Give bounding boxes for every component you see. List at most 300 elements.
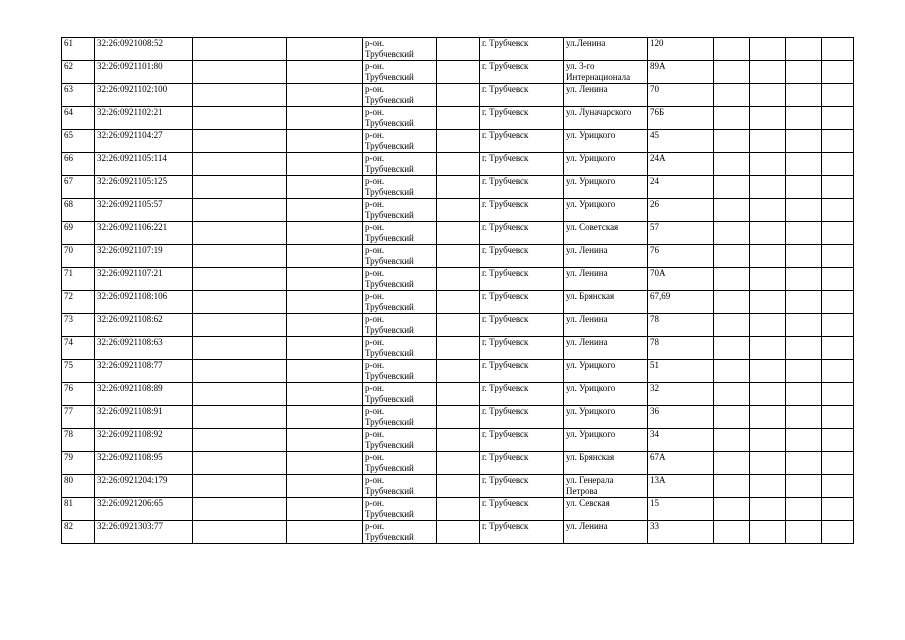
city-cell: г. Трубчевск [480, 521, 564, 544]
empty-cell [287, 314, 363, 337]
house-number-cell: 34 [648, 429, 714, 452]
cadastral-number-cell: 32:26:0921108:92 [95, 429, 193, 452]
empty-cell [822, 383, 854, 406]
district-cell: р-он. Трубчевский [363, 199, 437, 222]
row-number-cell: 72 [62, 291, 95, 314]
house-number-cell: 24А [648, 153, 714, 176]
empty-cell [714, 498, 750, 521]
empty-cell [786, 38, 822, 61]
empty-cell [287, 245, 363, 268]
empty-cell [786, 383, 822, 406]
empty-cell [750, 452, 786, 475]
empty-cell [193, 360, 287, 383]
empty-cell [193, 245, 287, 268]
district-cell: р-он. Трубчевский [363, 176, 437, 199]
empty-cell [193, 268, 287, 291]
empty-cell [714, 337, 750, 360]
empty-cell [714, 314, 750, 337]
street-cell: ул. Урицкого [564, 130, 648, 153]
empty-cell [750, 291, 786, 314]
city-cell: г. Трубчевск [480, 337, 564, 360]
empty-cell [714, 199, 750, 222]
district-cell: р-он. Трубчевский [363, 360, 437, 383]
empty-cell [714, 521, 750, 544]
empty-cell [714, 176, 750, 199]
table-row [62, 130, 854, 153]
city-cell: г. Трубчевск [480, 153, 564, 176]
empty-cell [786, 130, 822, 153]
empty-cell [287, 406, 363, 429]
house-number-cell: 70А [648, 268, 714, 291]
empty-cell [786, 475, 822, 498]
empty-cell [786, 199, 822, 222]
row-number-cell: 63 [62, 84, 95, 107]
city-cell: г. Трубчевск [480, 176, 564, 199]
empty-cell [287, 521, 363, 544]
house-number-cell: 78 [648, 314, 714, 337]
row-number-cell: 78 [62, 429, 95, 452]
street-cell: ул. Урицкого [564, 176, 648, 199]
empty-cell [437, 360, 480, 383]
street-cell: ул. Урицкого [564, 383, 648, 406]
row-number-cell: 66 [62, 153, 95, 176]
city-cell: г. Трубчевск [480, 475, 564, 498]
empty-cell [822, 61, 854, 84]
empty-cell [437, 337, 480, 360]
table-row [62, 521, 854, 544]
cadastral-number-cell: 32:26:0921102:100 [95, 84, 193, 107]
cadastral-number-cell: 32:26:0921108:63 [95, 337, 193, 360]
district-cell: р-он. Трубчевский [363, 521, 437, 544]
empty-cell [193, 475, 287, 498]
empty-cell [287, 130, 363, 153]
district-cell: р-он. Трубчевский [363, 61, 437, 84]
empty-cell [822, 245, 854, 268]
empty-cell [193, 176, 287, 199]
city-cell: г. Трубчевск [480, 38, 564, 61]
empty-cell [786, 84, 822, 107]
empty-cell [437, 498, 480, 521]
cadastral-number-cell: 32:26:0921105:125 [95, 176, 193, 199]
empty-cell [786, 153, 822, 176]
house-number-cell: 33 [648, 521, 714, 544]
empty-cell [750, 360, 786, 383]
cadastral-number-cell: 32:26:0921204:179 [95, 475, 193, 498]
empty-cell [193, 337, 287, 360]
empty-cell [822, 360, 854, 383]
house-number-cell: 89А [648, 61, 714, 84]
empty-cell [822, 337, 854, 360]
district-cell: р-он. Трубчевский [363, 245, 437, 268]
district-cell: р-он. Трубчевский [363, 291, 437, 314]
street-cell: ул. Ленина [564, 245, 648, 268]
empty-cell [822, 521, 854, 544]
empty-cell [437, 38, 480, 61]
empty-cell [822, 176, 854, 199]
empty-cell [287, 475, 363, 498]
empty-cell [750, 245, 786, 268]
empty-cell [714, 406, 750, 429]
table-row [62, 245, 854, 268]
empty-cell [786, 498, 822, 521]
empty-cell [287, 61, 363, 84]
empty-cell [287, 429, 363, 452]
empty-cell [287, 84, 363, 107]
empty-cell [750, 130, 786, 153]
city-cell: г. Трубчевск [480, 429, 564, 452]
table-row [62, 222, 854, 245]
cadastral-number-cell: 32:26:0921108:62 [95, 314, 193, 337]
empty-cell [750, 176, 786, 199]
empty-cell [750, 475, 786, 498]
cadastral-number-cell: 32:26:0921303:77 [95, 521, 193, 544]
house-number-cell: 120 [648, 38, 714, 61]
empty-cell [786, 268, 822, 291]
cadastral-number-cell: 32:26:0921105:57 [95, 199, 193, 222]
empty-cell [714, 84, 750, 107]
table-row [62, 429, 854, 452]
table-row [62, 360, 854, 383]
street-cell: ул. Урицкого [564, 360, 648, 383]
empty-cell [287, 107, 363, 130]
table-row [62, 452, 854, 475]
city-cell: г. Трубчевск [480, 130, 564, 153]
row-number-cell: 67 [62, 176, 95, 199]
row-number-cell: 79 [62, 452, 95, 475]
empty-cell [750, 222, 786, 245]
table-row [62, 406, 854, 429]
empty-cell [714, 38, 750, 61]
empty-cell [750, 429, 786, 452]
empty-cell [437, 268, 480, 291]
cadastral-number-cell: 32:26:0921206:65 [95, 498, 193, 521]
street-cell: ул. Урицкого [564, 406, 648, 429]
empty-cell [437, 222, 480, 245]
street-cell: ул. 3-го Интернационала [564, 61, 648, 84]
empty-cell [437, 406, 480, 429]
house-number-cell: 36 [648, 406, 714, 429]
street-cell: ул. Ленина [564, 521, 648, 544]
empty-cell [786, 521, 822, 544]
street-cell: ул. Урицкого [564, 429, 648, 452]
empty-cell [714, 360, 750, 383]
empty-cell [714, 61, 750, 84]
city-cell: г. Трубчевск [480, 383, 564, 406]
empty-cell [750, 199, 786, 222]
empty-cell [437, 130, 480, 153]
cadastral-number-cell: 32:26:0921106:221 [95, 222, 193, 245]
house-number-cell: 15 [648, 498, 714, 521]
cadastral-number-cell: 32:26:0921107:21 [95, 268, 193, 291]
empty-cell [287, 268, 363, 291]
city-cell: г. Трубчевск [480, 314, 564, 337]
table-row [62, 291, 854, 314]
table-row [62, 475, 854, 498]
empty-cell [437, 383, 480, 406]
street-cell: ул. Ленина [564, 268, 648, 291]
table-row [62, 383, 854, 406]
district-cell: р-он. Трубчевский [363, 498, 437, 521]
empty-cell [750, 521, 786, 544]
street-cell: ул. Брянская [564, 452, 648, 475]
cadastral-number-cell: 32:26:0921107:19 [95, 245, 193, 268]
house-number-cell: 51 [648, 360, 714, 383]
empty-cell [437, 153, 480, 176]
row-number-cell: 68 [62, 199, 95, 222]
city-cell: г. Трубчевск [480, 268, 564, 291]
empty-cell [193, 452, 287, 475]
empty-cell [287, 452, 363, 475]
empty-cell [193, 107, 287, 130]
district-cell: р-он. Трубчевский [363, 383, 437, 406]
city-cell: г. Трубчевск [480, 245, 564, 268]
row-number-cell: 77 [62, 406, 95, 429]
empty-cell [822, 107, 854, 130]
district-cell: р-он. Трубчевский [363, 452, 437, 475]
city-cell: г. Трубчевск [480, 452, 564, 475]
empty-cell [714, 222, 750, 245]
empty-cell [193, 199, 287, 222]
house-number-cell: 26 [648, 199, 714, 222]
district-cell: р-он. Трубчевский [363, 107, 437, 130]
cadastral-number-cell: 32:26:0921102:21 [95, 107, 193, 130]
district-cell: р-он. Трубчевский [363, 38, 437, 61]
district-cell: р-он. Трубчевский [363, 84, 437, 107]
row-number-cell: 62 [62, 61, 95, 84]
empty-cell [786, 291, 822, 314]
table-row [62, 176, 854, 199]
empty-cell [193, 498, 287, 521]
empty-cell [714, 475, 750, 498]
street-cell: ул. Урицкого [564, 153, 648, 176]
empty-cell [786, 337, 822, 360]
street-cell: ул. Ленина [564, 314, 648, 337]
row-number-cell: 80 [62, 475, 95, 498]
row-number-cell: 70 [62, 245, 95, 268]
empty-cell [822, 38, 854, 61]
empty-cell [786, 452, 822, 475]
empty-cell [437, 61, 480, 84]
row-number-cell: 81 [62, 498, 95, 521]
cadastral-number-cell: 32:26:0921104:27 [95, 130, 193, 153]
house-number-cell: 78 [648, 337, 714, 360]
row-number-cell: 69 [62, 222, 95, 245]
street-cell: ул. Брянская [564, 291, 648, 314]
street-cell: ул. Генерала Петрова [564, 475, 648, 498]
empty-cell [750, 38, 786, 61]
row-number-cell: 75 [62, 360, 95, 383]
empty-cell [822, 475, 854, 498]
empty-cell [193, 130, 287, 153]
street-cell: ул. Урицкого [564, 199, 648, 222]
street-cell: ул. Ленина [564, 337, 648, 360]
row-number-cell: 64 [62, 107, 95, 130]
empty-cell [287, 38, 363, 61]
empty-cell [714, 383, 750, 406]
empty-cell [287, 337, 363, 360]
empty-cell [287, 498, 363, 521]
cadastral-number-cell: 32:26:0921108:91 [95, 406, 193, 429]
empty-cell [287, 222, 363, 245]
empty-cell [437, 245, 480, 268]
house-number-cell: 24 [648, 176, 714, 199]
cadastral-number-cell: 32:26:0921108:77 [95, 360, 193, 383]
city-cell: г. Трубчевск [480, 291, 564, 314]
empty-cell [287, 383, 363, 406]
empty-cell [786, 222, 822, 245]
empty-cell [750, 314, 786, 337]
empty-cell [437, 452, 480, 475]
empty-cell [714, 130, 750, 153]
table-row [62, 268, 854, 291]
empty-cell [822, 291, 854, 314]
empty-cell [437, 84, 480, 107]
empty-cell [287, 291, 363, 314]
row-number-cell: 76 [62, 383, 95, 406]
empty-cell [822, 406, 854, 429]
empty-cell [750, 61, 786, 84]
table-row [62, 314, 854, 337]
district-cell: р-он. Трубчевский [363, 153, 437, 176]
empty-cell [714, 429, 750, 452]
house-number-cell: 76Б [648, 107, 714, 130]
city-cell: г. Трубчевск [480, 61, 564, 84]
empty-cell [786, 107, 822, 130]
empty-cell [822, 268, 854, 291]
empty-cell [714, 268, 750, 291]
city-cell: г. Трубчевск [480, 222, 564, 245]
table-row [62, 498, 854, 521]
house-number-cell: 45 [648, 130, 714, 153]
empty-cell [786, 406, 822, 429]
empty-cell [193, 222, 287, 245]
empty-cell [750, 383, 786, 406]
table-row [62, 153, 854, 176]
empty-cell [193, 291, 287, 314]
empty-cell [193, 429, 287, 452]
empty-cell [822, 222, 854, 245]
house-number-cell: 57 [648, 222, 714, 245]
city-cell: г. Трубчевск [480, 498, 564, 521]
cadastral-number-cell: 32:26:0921101:80 [95, 61, 193, 84]
empty-cell [287, 360, 363, 383]
empty-cell [786, 314, 822, 337]
row-number-cell: 71 [62, 268, 95, 291]
district-cell: р-он. Трубчевский [363, 406, 437, 429]
district-cell: р-он. Трубчевский [363, 337, 437, 360]
city-cell: г. Трубчевск [480, 360, 564, 383]
empty-cell [786, 360, 822, 383]
empty-cell [786, 245, 822, 268]
empty-cell [714, 245, 750, 268]
cadastral-number-cell: 32:26:0921108:89 [95, 383, 193, 406]
empty-cell [750, 268, 786, 291]
empty-cell [287, 176, 363, 199]
row-number-cell: 82 [62, 521, 95, 544]
table-row [62, 199, 854, 222]
street-cell: ул. Луначарского [564, 107, 648, 130]
district-cell: р-он. Трубчевский [363, 222, 437, 245]
empty-cell [437, 107, 480, 130]
empty-cell [714, 153, 750, 176]
city-cell: г. Трубчевск [480, 199, 564, 222]
street-cell: ул. Советская [564, 222, 648, 245]
empty-cell [193, 38, 287, 61]
empty-cell [714, 107, 750, 130]
empty-cell [822, 199, 854, 222]
street-cell: ул.Ленина [564, 38, 648, 61]
row-number-cell: 73 [62, 314, 95, 337]
empty-cell [287, 153, 363, 176]
house-number-cell: 67,69 [648, 291, 714, 314]
empty-cell [750, 337, 786, 360]
district-cell: р-он. Трубчевский [363, 268, 437, 291]
empty-cell [786, 61, 822, 84]
empty-cell [750, 84, 786, 107]
empty-cell [437, 314, 480, 337]
street-cell: ул. Ленина [564, 84, 648, 107]
empty-cell [786, 176, 822, 199]
table-row [62, 84, 854, 107]
empty-cell [193, 406, 287, 429]
empty-cell [822, 84, 854, 107]
street-cell: ул. Севская [564, 498, 648, 521]
table-row [62, 61, 854, 84]
empty-cell [193, 84, 287, 107]
city-cell: г. Трубчевск [480, 107, 564, 130]
empty-cell [193, 314, 287, 337]
empty-cell [822, 429, 854, 452]
empty-cell [437, 291, 480, 314]
cadastral-number-cell: 32:26:0921008:52 [95, 38, 193, 61]
table-row [62, 107, 854, 130]
empty-cell [193, 61, 287, 84]
row-number-cell: 61 [62, 38, 95, 61]
row-number-cell: 74 [62, 337, 95, 360]
empty-cell [750, 498, 786, 521]
empty-cell [822, 314, 854, 337]
empty-cell [437, 199, 480, 222]
house-number-cell: 67А [648, 452, 714, 475]
empty-cell [822, 498, 854, 521]
empty-cell [750, 406, 786, 429]
table-body [62, 38, 854, 544]
empty-cell [822, 452, 854, 475]
empty-cell [287, 199, 363, 222]
table-row [62, 337, 854, 360]
district-cell: р-он. Трубчевский [363, 130, 437, 153]
property-registry-table [61, 37, 854, 544]
empty-cell [193, 383, 287, 406]
empty-cell [750, 153, 786, 176]
empty-cell [714, 291, 750, 314]
city-cell: г. Трубчевск [480, 406, 564, 429]
empty-cell [786, 429, 822, 452]
table-row [62, 38, 854, 61]
empty-cell [750, 107, 786, 130]
row-number-cell: 65 [62, 130, 95, 153]
city-cell: г. Трубчевск [480, 84, 564, 107]
empty-cell [437, 429, 480, 452]
empty-cell [193, 521, 287, 544]
district-cell: р-он. Трубчевский [363, 429, 437, 452]
house-number-cell: 13А [648, 475, 714, 498]
cadastral-number-cell: 32:26:0921105:114 [95, 153, 193, 176]
empty-cell [437, 176, 480, 199]
empty-cell [437, 475, 480, 498]
empty-cell [193, 153, 287, 176]
district-cell: р-он. Трубчевский [363, 314, 437, 337]
